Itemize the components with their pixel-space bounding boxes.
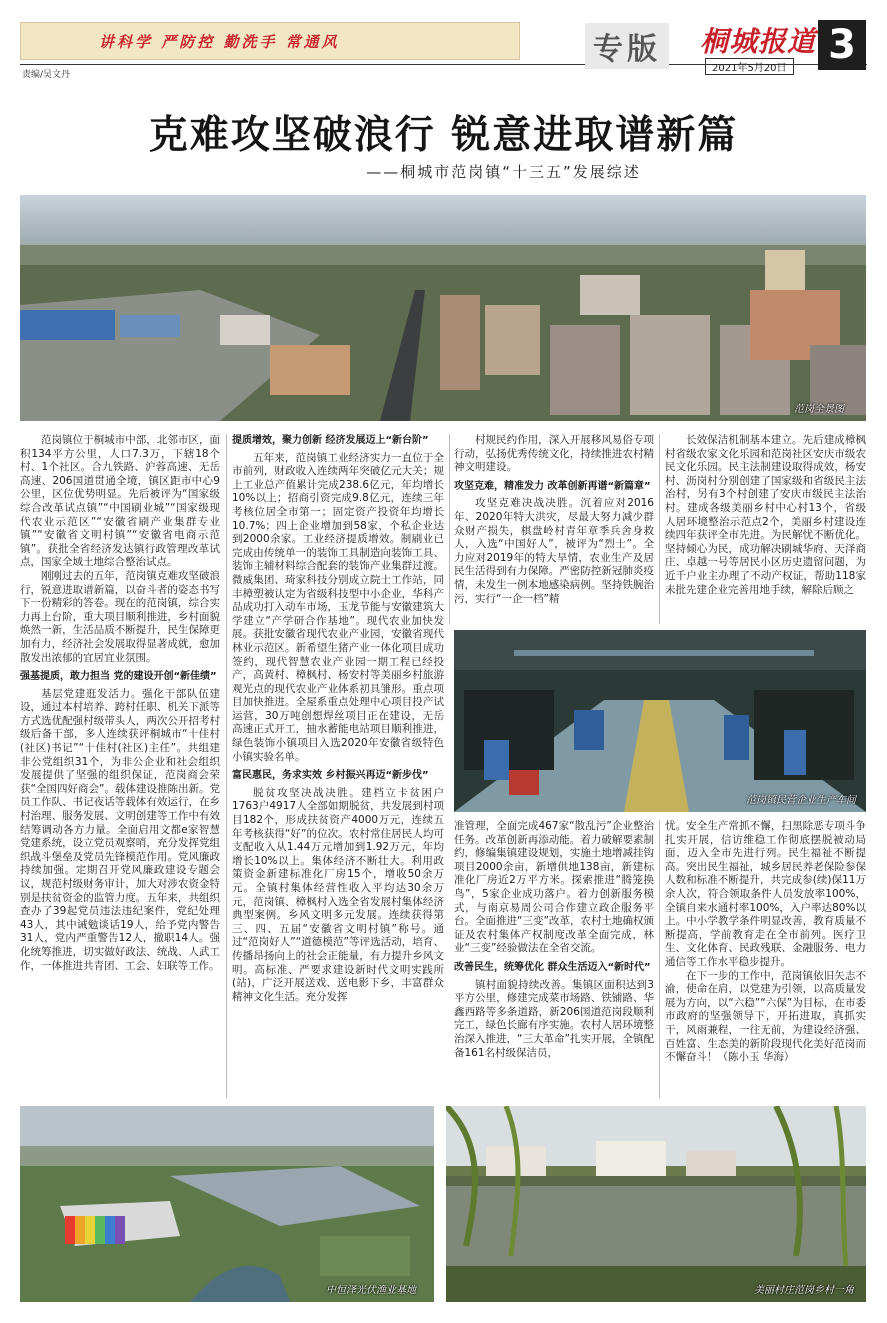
slogan-text: 讲科学 严防控 勤洗手 常通风	[99, 32, 340, 51]
paragraph: 五年来，范岗镇工业经济实力一直位于全市前列，财政收入连续两年突破亿元大关；规上工业总产值累计完成238.6亿元，年均增长10%以上；招商引资完成9.8亿元，连续三年考核位居全市第一；固定资产投资年均增长10.7%；四上企业增加到58家，个私企业达到2000余家。工业经济提质增效。制刷业已完成由传统单一的装饰工具制造向装饰工具、装饰主辅材料综合配套的装饰产业集群过渡。微威集团、琦家科技分别成立院士工作站，同丰樟塑被认定为省级科技型中小企业，华科产品成功打入动车市场，玉龙节能与安徽建筑大学建立“产学研合作基地”。现代农业加快发展。获批安徽省现代农业产业园，安徽省现代林业示范区。新希望生猪产业一体化项目成功签约，现代智慧农业产业园一期工程已经投产，高黄村、樟枫村、杨安村等美丽乡村旅游观光点的现代农业产业体系初具雏形。重点项目加快推进。全屋系重点处理中心项目投产试运营，30万吨创想焊丝项目正在建设，无岳高速正式开工，抽水蓄能电站项目顺利推进，绿色装饰小镇项目入选2020年安徽省级特色小镇实验名单。	[232, 451, 444, 763]
paragraph: 长效保洁机制基本建立。先后建成樟枫村省级农家文化乐园和范岗社区安庆市级农民文化乐园。民主法制建设取得成效，杨安村、沥岗村分别创建了国家级和省级民主法治村，另有3个村创建了安庆市级民主法治村。建成各级美丽乡村中心村13个，省级人居环境整治示范点2个，美丽乡村建设连续四年获评全市先进。为民解忧不断优化。坚持倾心为民，成功解决刷城华府、天泽商庄、卓越一号等居民小区历史遗留问题，为近千户业主办理了不动产权证，帮助118家未批先建企业完善用地手续，解除后顾之	[665, 434, 866, 596]
article-headline: 克难攻坚破浪行 锐意进取谱新篇	[148, 112, 739, 158]
paragraph: 镇村面貌持续改善。集镇区面积达到3平方公里，修建完成菜市场路、铁铺路、华鑫西路等多条道路，新206国道范岗段顺利完工，绿色长廊有序实施。农村人居环境整治深入推进，“三大革命”扎实开展，全镇配备161名村级保洁员，	[454, 978, 654, 1059]
article-column-1	[20, 434, 220, 1098]
column-divider	[659, 434, 660, 624]
pv-fishery-photo	[20, 1106, 434, 1302]
article-column-3-bottom	[454, 820, 654, 1098]
section-heading: 提质增效，聚力创新 经济发展迈上“新台阶”	[232, 435, 429, 446]
paragraph: 在下一步的工作中，范岗镇依旧矢志不渝，使命在肩，以党建为引领，以高质量发展为方向，以“六稳”“六保”为目标，在市委市政府的坚强领导下，开拓进取，真抓实干，风雨兼程，一往无前，为建设经济强、百姓富、生态美的新阶段现代化美好范岗而不懈奋斗！（陈小玉 华海）	[665, 969, 866, 1064]
paragraph: 范岗镇位于桐城市中部，北邻市区，面积134平方公里，人口7.3万，下辖18个村、1个社区。合九铁路、沪蓉高速、无岳高速、206国道贯通全境，镇区距市中心9公里，区位优势明显。先后被评为“国家级综合改革试点镇”“中国刷业城”“国家级现代农业示范区”“安徽省刷产业集群专业镇”“安徽省文明村镇”“安徽省电商示范镇”。获批全省经济发达镇行政管理改革试点，国家全域土地综合整治试点。	[20, 434, 220, 569]
paragraph: 村规民约作用，深入开展移风易俗专项行动，弘扬优秀传统文化，持续推进农村精神文明建设。	[454, 434, 654, 474]
factory-workshop-photo	[454, 630, 866, 812]
factory-caption: 范岗镇民营企业生产车间	[746, 795, 856, 806]
section-label: 专版	[585, 23, 669, 69]
section-heading: 攻坚克难，精准发力 改革创新再谱“新篇章”	[454, 480, 651, 492]
village-photo	[446, 1106, 866, 1302]
section-heading: 强基提质，敢力担当 党的建设开创“新佳绩”	[20, 671, 217, 683]
column-divider	[449, 434, 450, 624]
article-column-4-top	[665, 434, 866, 624]
issue-date: 2021年5月20日	[705, 58, 794, 75]
slogan-banner	[20, 22, 520, 60]
pv-fishery-caption: 中恒泽光伏渔业基地	[326, 1285, 416, 1296]
column-divider	[226, 434, 227, 1098]
section-heading: 富民惠民，务求实效 乡村振兴再迈“新步伐”	[232, 770, 429, 782]
village-caption: 美丽村庄范岗乡村一角	[754, 1285, 854, 1296]
column-divider	[659, 820, 660, 1098]
town-panorama-photo	[20, 195, 866, 421]
paragraph: 脱贫攻坚决战决胜。建档立卡贫困户1763户4917人全部如期脱贫，共发展到村项目182个，形成扶贫资产4000万元，连续五年考核获得“好”的位次。农村常住居民人均可支配收入从1.44万元增加到1.92万元，年均增长10%以上。集体经济不断壮大。利用政策资金新建标准化厂房15个，增收50余万元。全镇村集体经营性收入平均达30余万元，范岗镇、樟枫村入选全省发展村集体经济典型案例。乡风文明多元发展。连续获得第三、四、五届“安徽省文明村镇”称号。通过“范岗好人”“道德模范”等评选活动，培育、传播昂扬向上的社会正能量，有力提升乡风文明。高标准、严要求建设新时代文明实践所(站)，广泛开展送戏、送电影下乡，丰富群众精神文化生活。充分发挥	[232, 786, 444, 1003]
paper-name: 桐城报道	[700, 25, 817, 58]
article-column-3-top	[454, 434, 654, 624]
paragraph: 攻坚克难决战决胜。沉着应对2016年、2020年特大洪灾，尽最大努力减少群众财产损失，棋盘岭村青年章季兵舍身救人，入选“中国好人”，被评为“烈士”。全力应对2019年的特大旱情，农业生产及居民生活得到有力保障。严密防控新冠肺炎疫情，未发生一例本地感染病例。坚持铁腕治污，实行“一企一档”精	[454, 497, 654, 605]
page-number: 3	[818, 20, 866, 70]
paragraph: 准管理，全面完成467家“散乱污”企业整治任务。改革创新再添动能。着力破解要素制约，修编集镇建设规划，实施土地增减挂钩项目2000余亩，新增供地138亩，新建标准化厂房近2万平方米。探索推进“腾笼换鸟”，5家企业成功落户。着力创新服务模式，与南京易周公司合作建立政企服务平台。全面推进“三变”改革，农村土地确权颁证及农村集体产权制度改革全面完成，林业“三变”经验做法在全省交流。	[454, 820, 654, 955]
section-heading: 改善民生，统筹优化 群众生活迈入“新时代”	[454, 961, 651, 973]
article-subheadline: ——桐城市范岗镇“十三五”发展综述	[366, 163, 641, 181]
paragraph: 忧。安全生产常抓不懈，扫黑除恶专项斗争扎实开展，信访维稳工作彻底摆脱被动局面，迈入全市先进行列。民生福祉不断提高。突出民生福祉，城乡居民养老保险参保人数和标准不断提升，共完成参(续)保11万余人次，符合领取条件人员发放率100%，全镇自来水通村率100%，入户率达80%以上。中小学教学条件明显改善，教育质量不断提高，学前教育走在全市前列。医疗卫生、文化体育、民政残联、金融服务、电力通信等工作水平稳步提升。	[665, 820, 866, 968]
paragraph: 基层党建逛发活力。强化干部队伍建设，通过本村培养、跨村任职、机关下派等方式选优配强村级带头人，两次公开招考村级后备干部，多人连续获评桐城市“十佳村(社区)书记”“十佳村(社区)主任”。共组建非公党组织31个，为非公企业和社会组织发展提供了坚强的组织保证，范岗商会荣获“全国四好商会”。载体建设推陈出新。党员工作队、书记夜话等载体有效运行，在乡村治理、服务发展、文明创建等工作中有效结筹调动各方力量。全面启用文都e家智慧党建系统，设立党员观察哨，充分发挥党组织战斗堡垒及党员先锋模范作用。党风廉政持续加强。定期召开党风廉政建设专题会议，规范村级财务审计，加大对涉农资金特别是扶贫资金的监管力度。五年来，共组织查办了39起党员违法违纪案件，党纪处理43人，其中诫勉谈话19人，给予党内警告31人，党内严重警告12人，撤职14人。强化统筹推进，切实做好政法、统战、人武工作，一体推进共青团、工会、妇联等工作。	[20, 687, 220, 972]
panorama-caption: 范岗全景图	[794, 404, 844, 415]
paragraph: 刚刚过去的五年，范岗镇克难攻坚破浪行，锐意进取谱新篇，以奋斗者的姿态书写下一份精彩的答卷。现在的范岗镇，综合实力再上台阶，重大项目顺利推进，乡村面貌焕然一新，生活品质不断提升，民生保障更加有力，经济社会发展取得显著成就，愈加散发出浓郁的宜居宜业氛围。	[20, 569, 220, 664]
article-column-2	[232, 434, 444, 1098]
article-column-4-bottom	[665, 820, 866, 1098]
editor-credit: 责编/吴文丹	[22, 70, 71, 80]
